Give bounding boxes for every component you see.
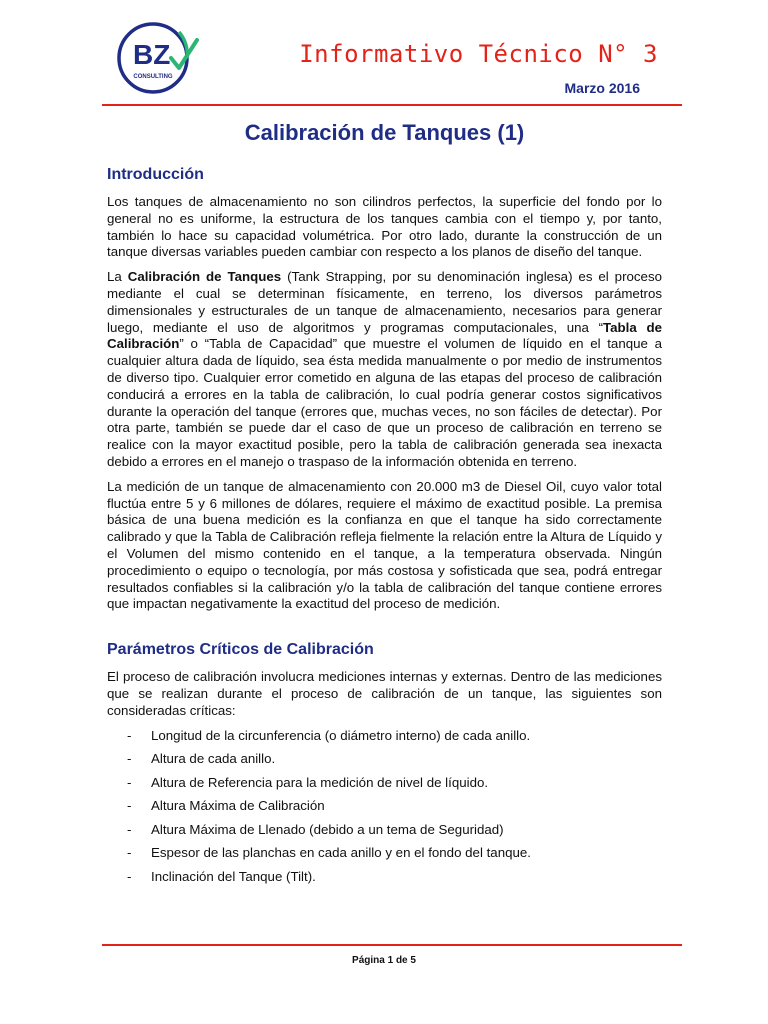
bullet-dash: - <box>127 774 132 790</box>
bold-term: Tabla de Calibración <box>107 319 662 352</box>
list-item <box>107 751 662 767</box>
section-heading-parametros: Parámetros Críticos de Calibración <box>107 641 374 659</box>
list-item-text: Espesor de las planchas en cada anillo y en el fondo del tanque. <box>151 845 531 861</box>
bullet-dash: - <box>127 751 132 767</box>
list-item <box>107 775 662 791</box>
bold-term: Calibración de Tanques <box>127 269 282 285</box>
list-item-text: Altura de Referencia para la medición de nivel de líquido. <box>151 774 489 790</box>
list-item-text: Altura de cada anillo. <box>151 751 276 767</box>
list-item <box>107 869 662 885</box>
page-number: Página 1 de 5 <box>352 955 416 966</box>
list-item-text: Inclinación del Tanque (Tilt). <box>151 868 316 884</box>
text-run: La <box>107 269 128 285</box>
page-content <box>107 120 662 892</box>
list-item <box>107 822 662 838</box>
logo-text: BZ <box>133 39 171 70</box>
logo-subtext: CONSULTING <box>133 74 173 80</box>
paragraph: La medición de un tanque de almacenamiento con 20.000 m3 de Diesel Oil, cuyo valor total fluctúa entre 5 y 6 millones de dólares, requiere el máximo de exactitud posible. La premisa básica de una buena medición es la confianza en que el tanque ha sido correctamente calibrado y que la Tabla de Calibración refleja fielmente la relación entre la Altura de Líquido y el Volumen del mismo contenido en el tanque, a la temperatura observada. Ningún procedimiento o equipo o tecnología, por más costosa y sofisticada que sea, podrá entregar resultados confiables si la calibración y/o la tabla de calibración del tanque contiene errores que impactan negativamente la exactitud del proceso de medición. <box>107 478 662 612</box>
bullet-dash: - <box>127 798 132 814</box>
bullet-dash: - <box>127 868 132 884</box>
bullet-dash: - <box>127 821 132 837</box>
text-run: ” o “Tabla de Capacidad” que muestre el volumen de líquido en el tanque a cualquier altura dada de líquido, sea ésta medida manualmente o por medio de instrumentos de diverso tipo. Cualquier error cometido en alguna de las etapas del proceso de calibración conducirá a errores en la tabla de calibración, lo cual podría generar costos significativos durante la operación del tanque (errores que, muchas veces, no son fáciles de detectar). Por otra parte, también se puede dar el caso de que un proceso de calibración en terreno se realice con la mayor exactitud posible, pero la tabla de calibración generada sea inexacta debido a errores en el manejo o traspaso de la información obtenida en terreno. <box>107 336 662 469</box>
paragraph: El proceso de calibración involucra mediciones internas y externas. Dentro de las mediciones que se realizan durante el proceso de calibración de un tanque, las siguientes son consideradas críticas: <box>107 669 662 718</box>
list-item-text: Altura Máxima de Llenado (debido a un tema de Seguridad) <box>151 821 504 837</box>
spacer <box>107 621 662 641</box>
text-run: (Tank Strapping, por su denominación inglesa) es el proceso mediante el cual se determinan físicamente, en terreno, los diversos parámetros dimensionales y estructurales de un tanque de almacenamiento, necesarios para generar luego, mediante el uso de algoritmos y programas computacionales, una “ <box>107 269 662 335</box>
bullet-dash: - <box>127 845 132 861</box>
paragraph <box>107 269 662 471</box>
list-item <box>107 728 662 744</box>
list-item <box>107 798 662 814</box>
footer-divider <box>102 944 682 946</box>
document-date: Marzo 2016 <box>564 80 640 96</box>
document-title: Informativo Técnico N° 3 <box>299 40 658 68</box>
list-item-text: Longitud de la circunferencia (o diámetro interno) de cada anillo. <box>151 727 531 743</box>
list-item <box>107 845 662 861</box>
criteria-list <box>107 728 662 885</box>
list-item-text: Altura Máxima de Calibración <box>151 798 325 814</box>
section-heading-introduccion: Introducción <box>107 166 204 183</box>
bullet-dash: - <box>127 727 132 743</box>
header-divider <box>102 104 682 106</box>
page-title: Calibración de Tanques (1) <box>244 120 525 145</box>
paragraph: Los tanques de almacenamiento no son cilindros perfectos, la superficie del fondo por lo general no es uniforme, la estructura de los tanques cambia con el tiempo y, por tanto, también lo hace su capacidad volumétrica. Por otro lado, durante la construcción de un tanque diversas variables pueden cambiar con respecto a los planos de diseño del tanque. <box>107 194 662 260</box>
company-logo <box>113 18 201 98</box>
